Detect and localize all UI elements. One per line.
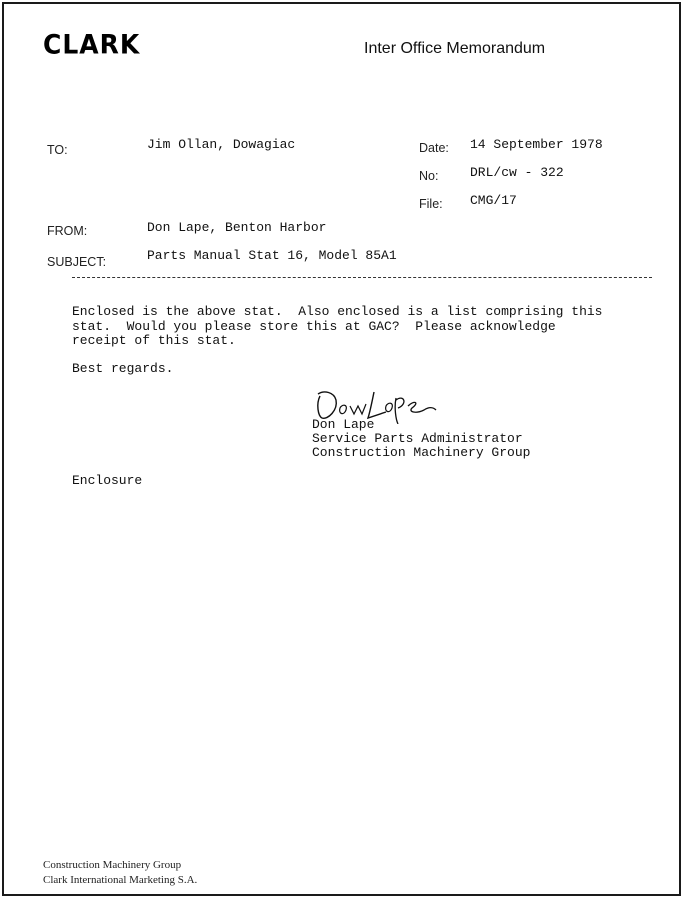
file-label: File: [419, 197, 443, 211]
from-value: Don Lape, Benton Harbor [147, 220, 327, 235]
number-label: No: [419, 169, 439, 183]
enclosure-note: Enclosure [72, 473, 143, 488]
signer-group: Construction Machinery Group [312, 445, 531, 460]
signer-name: Don Lape [312, 417, 375, 432]
date-value: 14 September 1978 [470, 137, 603, 152]
memo-type-title: Inter Office Memorandum [364, 40, 546, 57]
file-value: CMG/17 [470, 193, 517, 208]
signer-title: Service Parts Administrator [312, 431, 523, 446]
closing-line: Best regards. [72, 361, 174, 376]
date-label: Date: [419, 141, 449, 155]
dashed-divider [72, 277, 652, 278]
to-value: Jim Ollan, Dowagiac [147, 137, 296, 152]
subject-label: SUBJECT: [47, 255, 107, 269]
footer-line-1: Construction Machinery Group [43, 859, 182, 871]
footer-line-2: Clark International Marketing S.A. [43, 874, 198, 886]
memo-body-paragraph: Enclosed is the above stat. Also enclosed is a list comprising this stat. Would you please store this at GAC? Please acknowledge receipt of this stat. [72, 304, 603, 348]
from-label: FROM: [47, 224, 88, 238]
subject-value: Parts Manual Stat 16, Model 85A1 [147, 248, 397, 263]
clark-logo: CLARK [43, 29, 141, 60]
to-label: TO: [47, 143, 68, 157]
number-value: DRL/cw - 322 [470, 165, 564, 180]
